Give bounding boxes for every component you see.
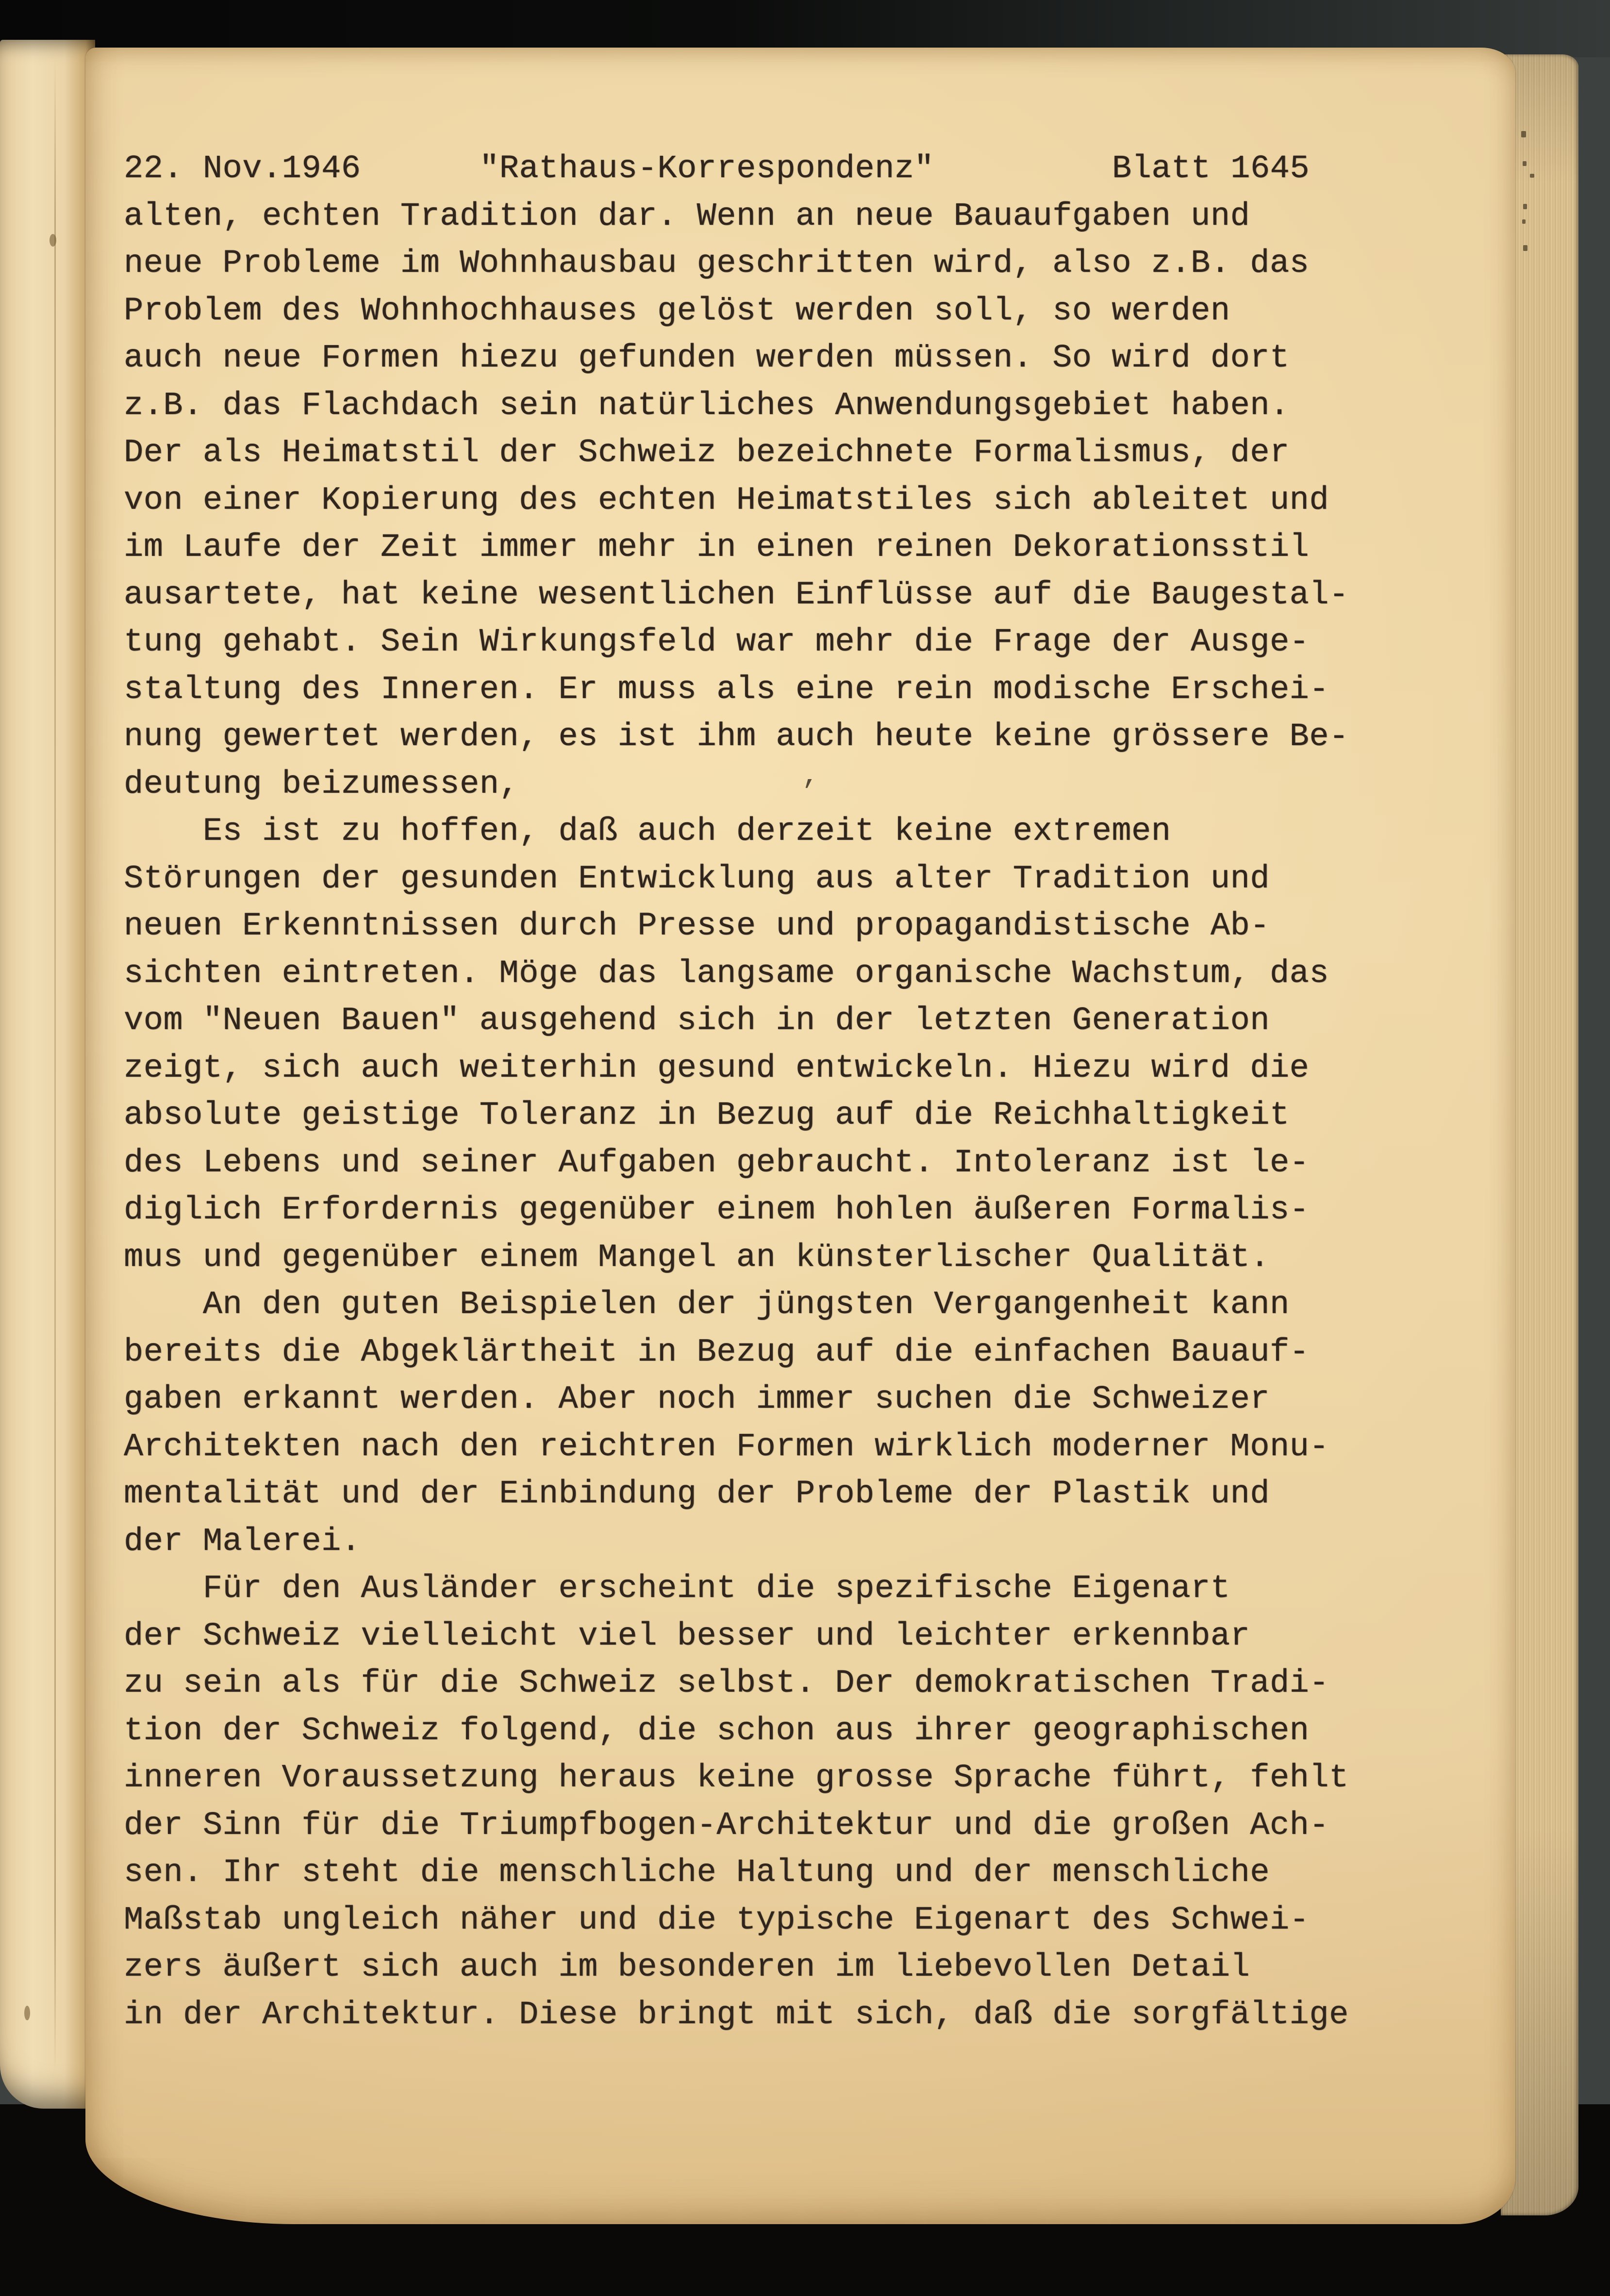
text-line: im Laufe der Zeit immer mehr in einen reinen Dekorationsstil bbox=[124, 529, 1310, 566]
dirt-speck bbox=[1523, 204, 1527, 209]
gutter-notch bbox=[24, 2006, 30, 2020]
dirt-speck bbox=[1523, 245, 1527, 251]
header-sheet-number: Blatt 1645 bbox=[1112, 150, 1310, 187]
text-line: sen. Ihr steht die menschliche Haltung und der menschliche bbox=[124, 1854, 1270, 1891]
typewritten-text bbox=[124, 146, 1425, 2039]
text-line: staltung des Inneren. Er muss als eine rein modische Erschei- bbox=[124, 671, 1329, 708]
text-line: Problem des Wohnhochhauses gelöst werden soll, so werden bbox=[124, 292, 1230, 330]
text-line: An den guten Beispielen der jüngsten Vergangenheit kann bbox=[124, 1286, 1290, 1323]
text-line: bereits die Abgeklärtheit in Bezug auf die einfachen Bauauf- bbox=[124, 1333, 1310, 1371]
text-line: absolute geistige Toleranz in Bezug auf die Reichhaltigkeit bbox=[124, 1097, 1290, 1134]
text-line: gaben erkannt werden. Aber noch immer suchen die Schweizer bbox=[124, 1381, 1270, 1418]
dirt-speck bbox=[1522, 219, 1526, 224]
text-line: inneren Voraussetzung heraus keine grosse Sprache führt, fehlt bbox=[124, 1760, 1349, 1797]
text-line: des Lebens und seiner Aufgaben gebraucht. Intoleranz ist le- bbox=[124, 1144, 1310, 1181]
gutter-crease bbox=[54, 59, 56, 2074]
text-line: mus und gegenüber einem Mangel an künsterlischer Qualität. bbox=[124, 1239, 1270, 1276]
text-line: Der als Heimatstil der Schweiz bezeichnete Formalismus, der bbox=[124, 434, 1290, 471]
text-line: alten, echten Tradition dar. Wenn an neue Bauaufgaben und bbox=[124, 198, 1250, 235]
dirt-speck bbox=[1521, 131, 1526, 137]
text-line: Architekten nach den reichtren Formen wirklich moderner Monu- bbox=[124, 1428, 1329, 1465]
text-line: deutung beizumessen, bbox=[124, 765, 519, 803]
text-line: sichten eintreten. Möge das langsame organische Wachstum, das bbox=[124, 955, 1329, 992]
text-line: Störungen der gesunden Entwicklung aus alter Tradition und bbox=[124, 860, 1270, 898]
text-line: auch neue Formen hiezu gefunden werden müssen. So wird dort bbox=[124, 340, 1290, 377]
text-line: der Malerei. bbox=[124, 1523, 361, 1560]
text-line: z.B. das Flachdach sein natürliches Anwendungsgebiet haben. bbox=[124, 387, 1290, 424]
dirt-speck bbox=[1530, 174, 1534, 178]
text-line: Es ist zu hoffen, daß auch derzeit keine extremen bbox=[124, 813, 1171, 850]
header-title: "Rathaus-Korrespondenz" bbox=[480, 150, 934, 187]
text-line: zers äußert sich auch im besonderen im liebevollen Detail bbox=[124, 1949, 1250, 1986]
stray-ink-mark: ’ bbox=[800, 777, 818, 810]
text-line: in der Architektur. Diese bringt mit sich, daß die sorgfältige bbox=[124, 1996, 1349, 2033]
text-line: neuen Erkenntnissen durch Presse und propagandistische Ab- bbox=[124, 908, 1270, 945]
text-line: Für den Ausländer erscheint die spezifische Eigenart bbox=[124, 1570, 1230, 1607]
dirt-speck bbox=[1523, 161, 1527, 166]
header-date: 22. Nov.1946 bbox=[124, 150, 361, 187]
text-line: Maßstab ungleich näher und die typische Eigenart des Schwei- bbox=[124, 1901, 1310, 1939]
text-line: zeigt, sich auch weiterhin gesund entwickeln. Hiezu wird die bbox=[124, 1049, 1310, 1087]
text-line: ausartete, hat keine wesentlichen Einflüsse auf die Baugestal- bbox=[124, 576, 1349, 614]
text-line: der Sinn für die Triumpfbogen-Architektur und die großen Ach- bbox=[124, 1807, 1329, 1844]
text-line: von einer Kopierung des echten Heimatstiles sich ableitet und bbox=[124, 482, 1329, 519]
text-line: nung gewertet werden, es ist ihm auch heute keine grössere Be- bbox=[124, 718, 1349, 755]
text-line: diglich Erfordernis gegenüber einem hohlen äußeren Formalis- bbox=[124, 1192, 1310, 1229]
page-header bbox=[124, 146, 1425, 193]
gutter-notch bbox=[50, 234, 56, 247]
text-line: tion der Schweiz folgend, die schon aus ihrer geographischen bbox=[124, 1712, 1310, 1749]
text-line: tung gehabt. Sein Wirkungsfeld war mehr die Frage der Ausge- bbox=[124, 624, 1310, 661]
text-line: der Schweiz vielleicht viel besser und leichter erkennbar bbox=[124, 1617, 1250, 1655]
document-page bbox=[85, 48, 1515, 2224]
text-line: neue Probleme im Wohnhausbau geschritten wird, also z.B. das bbox=[124, 245, 1310, 282]
text-line: vom "Neuen Bauen" ausgehend sich in der letzten Generation bbox=[124, 1002, 1270, 1039]
body-text bbox=[124, 193, 1425, 2039]
text-line: zu sein als für die Schweiz selbst. Der demokratischen Tradi- bbox=[124, 1665, 1329, 1702]
text-line: mentalität und der Einbindung der Probleme der Plastik und bbox=[124, 1476, 1270, 1513]
facing-page-gutter bbox=[0, 40, 95, 2109]
